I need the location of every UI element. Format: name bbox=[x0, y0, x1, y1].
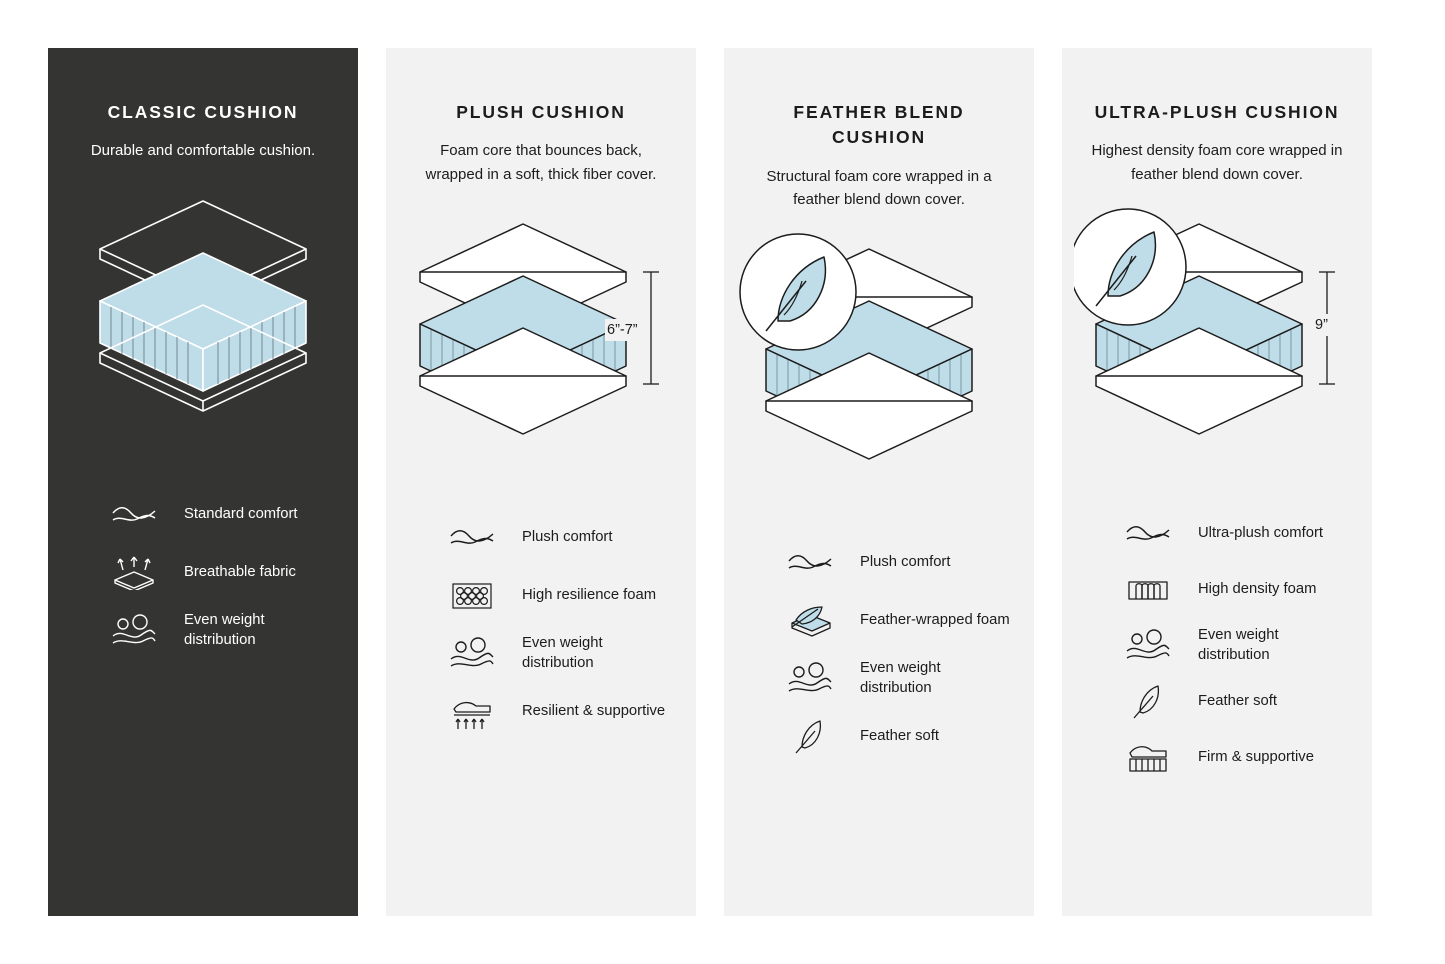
list-item-label: Feather-wrapped foam bbox=[860, 612, 1010, 629]
card-title: PLUSH CUSHION bbox=[456, 102, 626, 122]
list-item-label: Breathable fabric bbox=[184, 563, 296, 580]
feather-badge-group bbox=[740, 234, 856, 350]
high-density-foam-icon bbox=[1120, 570, 1176, 610]
list-item-label: Feather soft bbox=[860, 728, 939, 745]
weight-distribution-icon bbox=[1120, 626, 1176, 666]
card-description: Highest density foam core wrapped in feather blend down cover. bbox=[1091, 142, 1343, 183]
dimension-label: 6”-7” bbox=[605, 319, 640, 341]
feature-list bbox=[72, 495, 334, 651]
list-item bbox=[444, 576, 672, 616]
list-item-label: Even weight distribution bbox=[184, 611, 265, 648]
cushion-layer-diagram bbox=[736, 229, 1022, 529]
card-title: CLASSIC CUSHION bbox=[107, 102, 299, 122]
honeycomb-foam-icon bbox=[444, 576, 500, 616]
list-item bbox=[106, 495, 334, 535]
breathable-fabric-icon bbox=[106, 553, 162, 593]
cushion-card-classic bbox=[48, 48, 358, 916]
weight-distribution-icon bbox=[444, 634, 500, 674]
list-item bbox=[1120, 626, 1348, 666]
feature-list bbox=[748, 543, 1010, 757]
card-title: ULTRA-PLUSH CUSHION bbox=[1094, 102, 1340, 122]
card-description: Structural foam core wrapped in a feather blend down cover. bbox=[766, 167, 992, 208]
list-item-label: Even weight distribution bbox=[860, 660, 941, 697]
list-item bbox=[1120, 682, 1348, 722]
card-description: Foam core that bounces back, wrapped in a soft, thick fiber cover. bbox=[425, 142, 657, 183]
feather-icon bbox=[782, 717, 838, 757]
cushion-layer-diagram bbox=[1074, 204, 1360, 504]
card-title: FEATHER BLEND CUSHION bbox=[793, 102, 965, 148]
wave-icon bbox=[444, 518, 500, 558]
feather-icon bbox=[1120, 682, 1176, 722]
list-item-label: Plush comfort bbox=[522, 528, 613, 545]
list-item-label: High resilience foam bbox=[522, 586, 657, 603]
feature-list bbox=[410, 518, 672, 732]
cushion-card-plush bbox=[386, 48, 696, 916]
firm-support-icon bbox=[1120, 738, 1176, 778]
list-item-label: Resilient & supportive bbox=[522, 702, 666, 719]
dimension-label: 9” bbox=[1313, 314, 1330, 336]
list-item bbox=[1120, 514, 1348, 554]
list-item bbox=[106, 611, 334, 651]
feature-list bbox=[1086, 514, 1348, 778]
list-item-label: Firm & supportive bbox=[1198, 748, 1314, 765]
cushion-layer-diagram bbox=[398, 204, 684, 504]
card-description: Durable and comfortable cushion. bbox=[90, 142, 316, 160]
weight-distribution-icon bbox=[106, 611, 162, 651]
list-item bbox=[782, 601, 1010, 641]
list-item bbox=[782, 659, 1010, 699]
list-item-label: Standard comfort bbox=[184, 505, 298, 522]
list-item-label: Plush comfort bbox=[860, 554, 951, 571]
list-item bbox=[444, 692, 672, 732]
list-item bbox=[782, 543, 1010, 583]
list-item bbox=[1120, 570, 1348, 610]
cushion-layer-diagram bbox=[60, 181, 346, 481]
wave-icon bbox=[106, 495, 162, 535]
list-item bbox=[444, 518, 672, 558]
list-item-label: Ultra-plush comfort bbox=[1198, 524, 1323, 541]
wave-icon bbox=[782, 543, 838, 583]
resilient-support-icon bbox=[444, 692, 500, 732]
feather-wrapped-foam-icon bbox=[782, 601, 838, 641]
cushion-card-ultra-plush bbox=[1062, 48, 1372, 916]
wave-icon bbox=[1120, 514, 1176, 554]
list-item bbox=[1120, 738, 1348, 778]
list-item-label: Feather soft bbox=[1198, 692, 1277, 709]
cushion-card-feather-blend bbox=[724, 48, 1034, 916]
list-item-label: Even weight distribution bbox=[1198, 626, 1279, 663]
list-item bbox=[782, 717, 1010, 757]
list-item-label: High density foam bbox=[1198, 580, 1317, 597]
weight-distribution-icon bbox=[782, 659, 838, 699]
list-item bbox=[106, 553, 334, 593]
list-item-label: Even weight distribution bbox=[522, 634, 603, 671]
feather-badge-group bbox=[1074, 209, 1186, 325]
list-item bbox=[444, 634, 672, 674]
